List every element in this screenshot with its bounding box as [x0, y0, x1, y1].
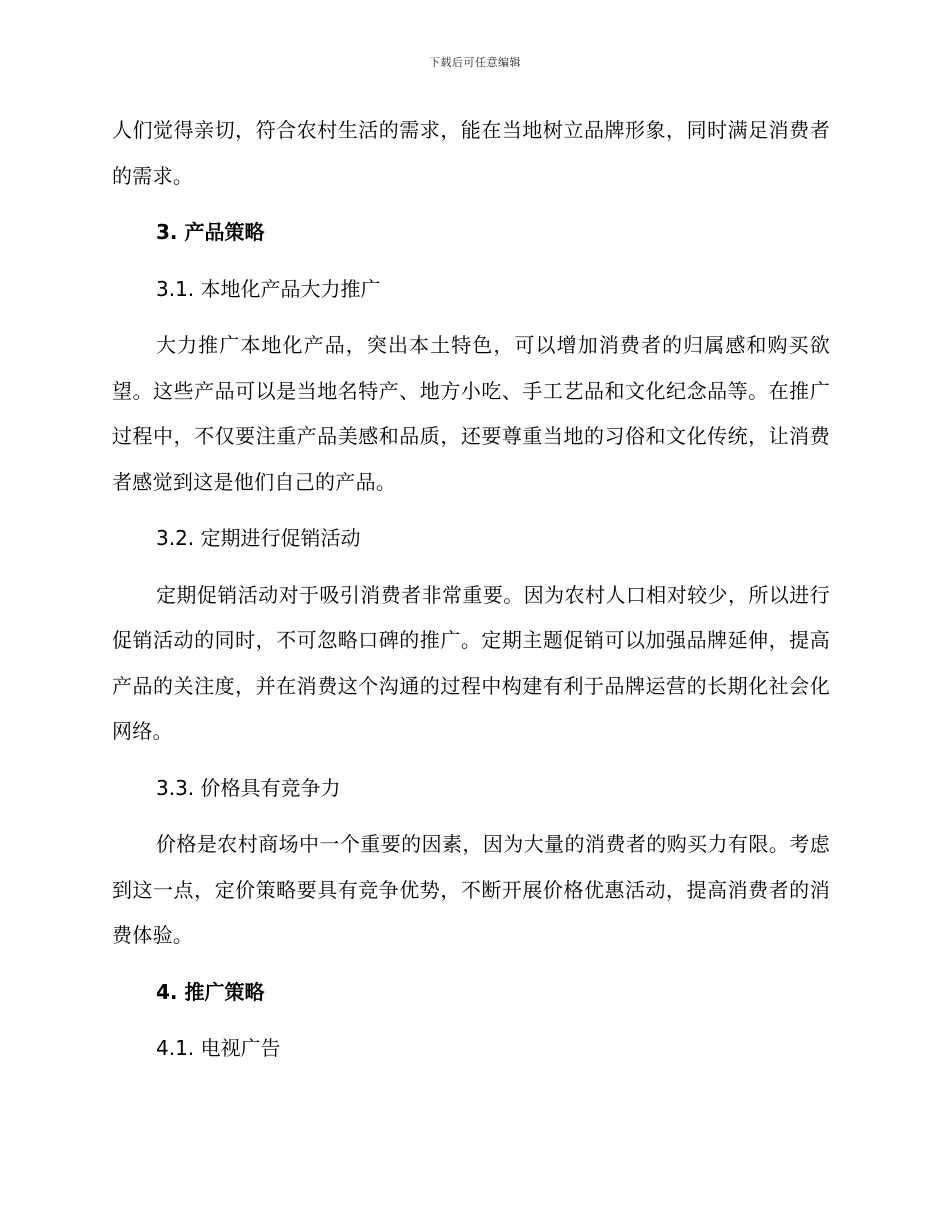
spacer [112, 755, 830, 766]
subsection-heading-tv-ads: 4.1. 电视广告 [156, 1036, 281, 1060]
page-header-note: 下载后可任意编辑 [429, 56, 521, 69]
subsection-heading-localized-products: 3.1. 本地化产品大力推广 [156, 276, 381, 301]
spacer [112, 199, 830, 210]
section-heading-product-strategy: 3. 产品策略 [156, 220, 265, 244]
spacer [112, 312, 830, 323]
spacer [112, 959, 830, 970]
spacer [112, 505, 830, 516]
spacer [112, 811, 830, 822]
subsection-heading-promotions: 3.2. 定期进行促销活动 [156, 526, 361, 550]
paragraph-pricing: 价格是农村商场中一个重要的因素，因为大量的消费者的购买力有限。考虑到这一点，定价策略要具有竞争优势，不断开展价格优惠活动，提高消费者的消费体验。 [112, 832, 830, 947]
subsection-heading-pricing: 3.3. 价格具有竞争力 [156, 775, 341, 800]
paragraph-localized-products: 大力推广本地化产品，突出本土特色，可以增加消费者的归属感和购买欲望。这些产品可以是当地名特产、地方小吃、手工艺品和文化纪念品等。在推广过程中，不仅要注重产品美感和品质，还要尊重当地的习俗和文化传统，让消费者感觉到这是他们自己的产品。 [112, 333, 830, 494]
spacer [112, 1015, 830, 1026]
section-heading-promotion-strategy: 4. 推广策略 [156, 979, 265, 1004]
paragraph-promotions: 定期促销活动对于吸引消费者非常重要。因为农村人口相对较少，所以进行促销活动的同时，不可忽略口碑的推广。定期主题促销可以加强品牌延伸，提高产品的关注度，并在消费这个沟通的过程中构建有利于品牌运营的长期化社会化网络。 [112, 582, 830, 743]
document-body [112, 108, 830, 1072]
paragraph-intro: 人们觉得亲切，符合农村生活的需求，能在当地树立品牌形象，同时满足消费者的需求。 [112, 118, 830, 188]
spacer [112, 256, 830, 267]
spacer [112, 562, 830, 573]
